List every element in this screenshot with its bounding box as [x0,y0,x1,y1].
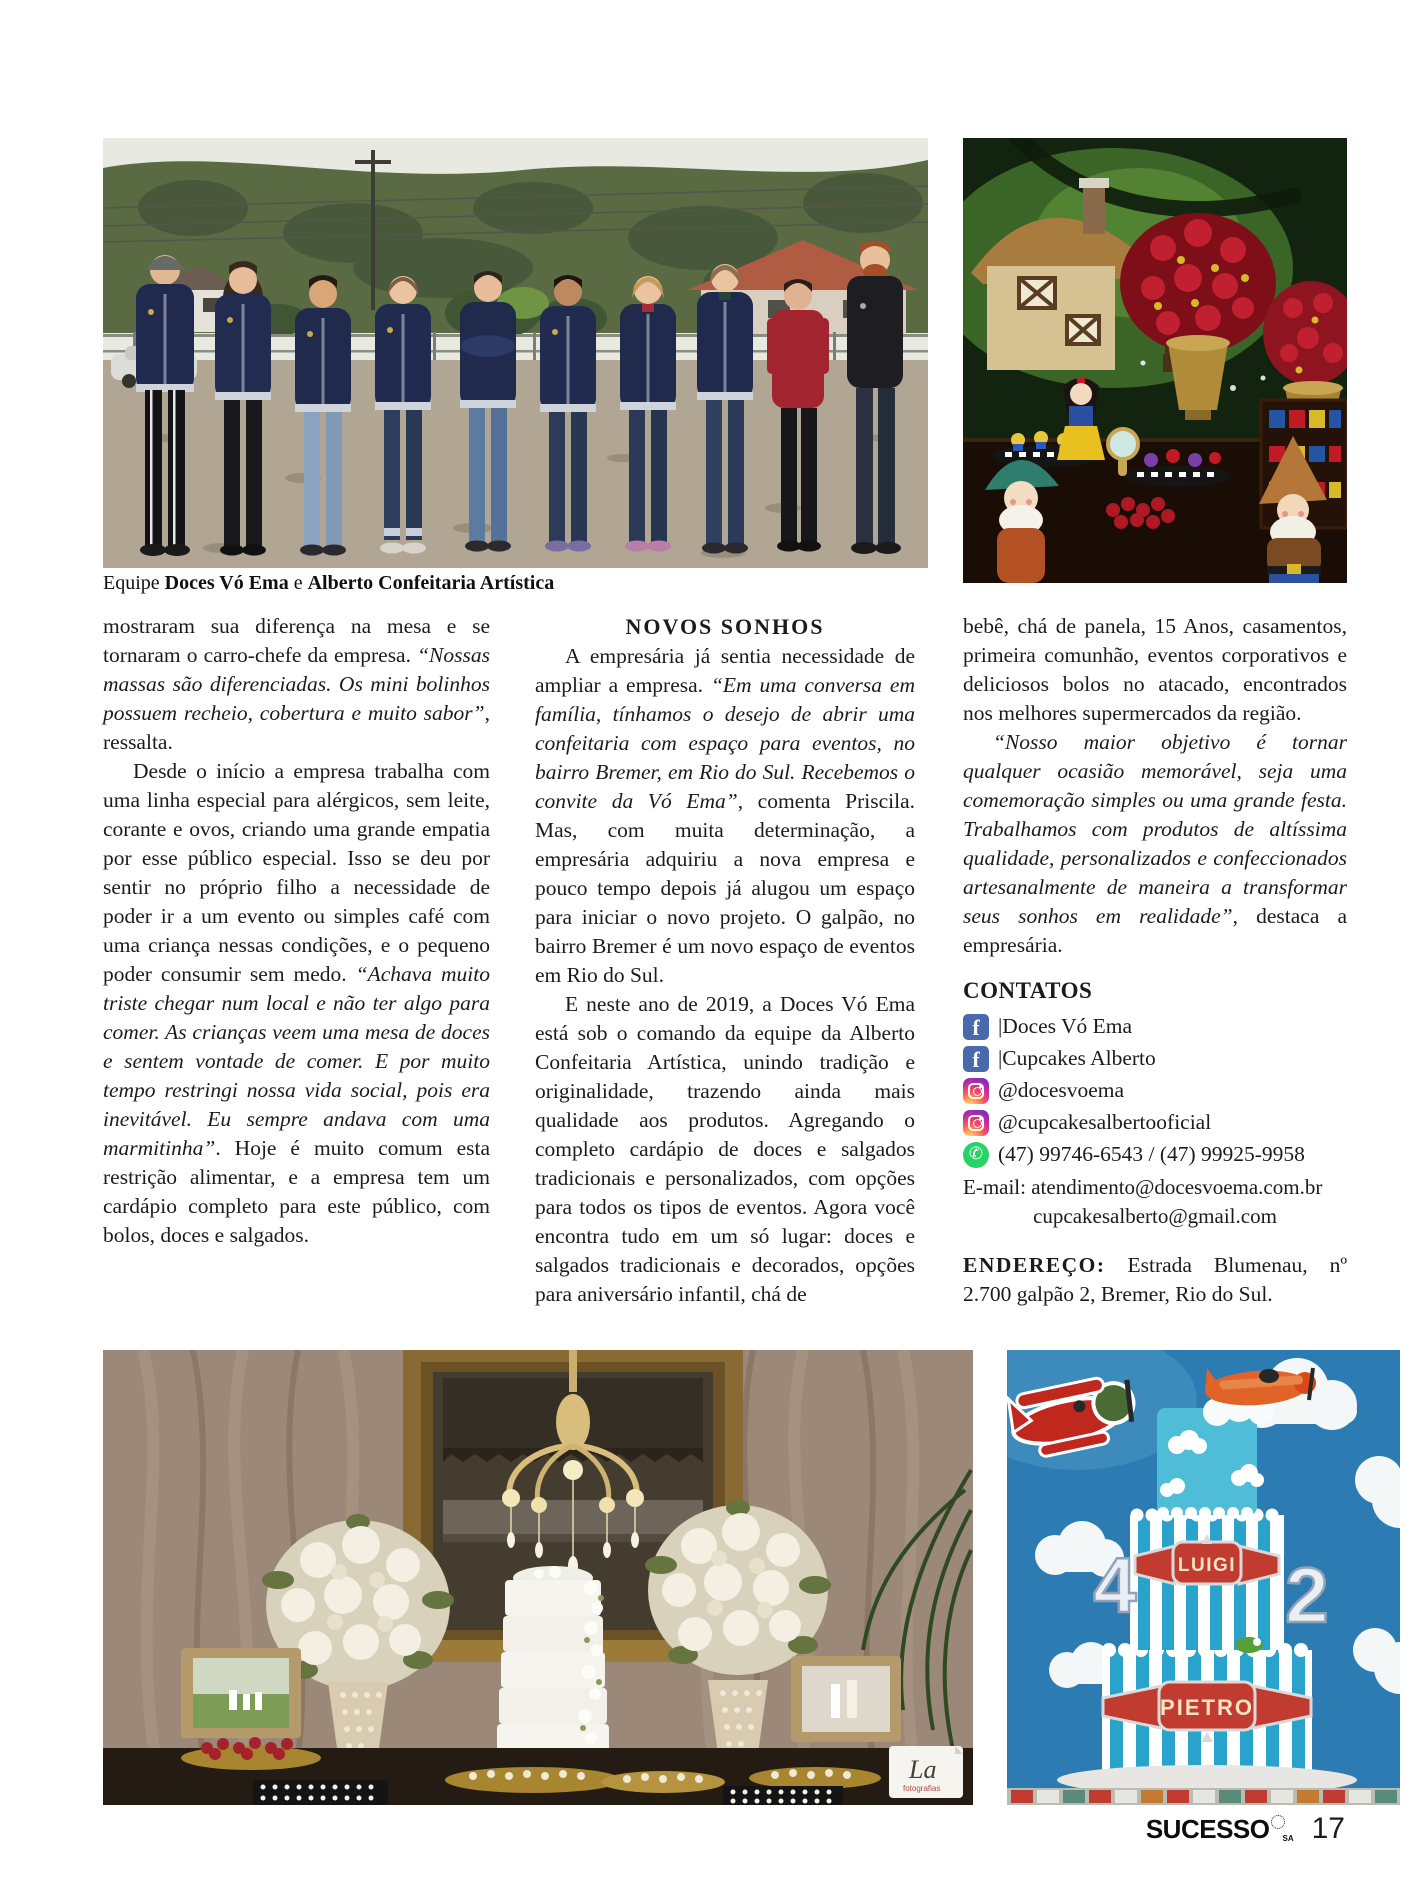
quote-text: “Nosso maior objetivo é tornar qualquer ocasião memorável, seja uma comemoração simples ou uma grande festa. Trabalhamos com produtos de altíssima qualidade, personalizados e confeccionados artesanalmente de maneira a transformar seus sonhos em realidade” [963,730,1347,928]
contacts-section [963,976,1347,1231]
body-text: . Hoje é muito comum esta restrição alimentar, e a empresa tem um cardápio completo para este público, com bolos, doces e salgados. [103,1136,490,1247]
body-text: , destaca a empresária. [963,904,1348,957]
page-footer [1146,1812,1345,1846]
body-text: Desde o início a empresa trabalha com uma linha especial para alérgicos, sem leite, corante e ovos, criando uma grande empatia por esse público especial. Isso se deu por sentir no próprio filho a necessidade de poder ir a um evento ou simples café com uma criança nessas condições, e o pequeno poder consumir sem medo. [103,759,490,986]
paragraph [963,728,1347,960]
body-text: , comenta Priscila. Mas, com muita determinação, a empresária adquiriu a nova empresa e pouco tempo depois já alugou um espaço para iniciar o novo projeto. O galpão, no bairro Bremer é um novo espaço de eventos em Rio do Sul. [535,789,915,987]
contacts-heading: CONTATOS [963,978,1093,1003]
planes-birthday-cake-photo [1007,1350,1400,1805]
paragraph [535,642,915,990]
team-photo-illustration [103,138,928,568]
facebook-icon: f [963,1014,989,1040]
caption-team-1: Doces Vó Ema [164,572,289,594]
contact-row [963,1044,1347,1073]
number-candle-2: 2 [1285,1551,1329,1639]
photo-caption [103,572,928,595]
quote-text: “Achava muito triste chegar num local e não ter algo para comer. As crianças veem uma mesa de doces e sentem vontade de comer. E por muito tempo restringi nossa vida social, pois era inevitável. Eu sempre andava com uma marmitinha” [103,962,490,1160]
address-label: ENDEREÇO: [963,1253,1106,1277]
quote-text: “Em uma conversa em família, tínhamos o desejo de abrir uma confeitaria com espaço para eventos, no bairro Bremer, em Rio do Sul. Recebemos o convite da Vó Ema” [535,673,916,813]
mosaic-table-strip [1007,1788,1400,1805]
article-column-1 [103,612,490,1250]
contact-handle: @cupcakesalbertooficial [998,1110,1212,1134]
quote-text: “Nossas massas são diferenciadas. Os mini bolinhos possuem recheio, cobertura e muito sabor” [103,643,490,725]
contacts-list [963,1012,1347,1169]
contact-row [963,1076,1347,1105]
instagram-icon [963,1078,989,1104]
body-text: bebê, chá de panela, 15 Anos, casamentos, primeira comunhão, eventos corporativos e deliciosos bolos no atacado, encontrados nos melhores supermercados da região. [963,614,1347,725]
paragraph [535,990,915,1309]
body-text: , ressalta. [103,701,490,754]
instagram-lens [968,1083,984,1099]
team-photo [103,138,928,568]
planes-cake-illustration [1007,1350,1400,1805]
snow-white-illustration [963,138,1347,583]
contact-row [963,1108,1347,1137]
column-3-body [963,612,1347,960]
instagram-lens [968,1115,984,1131]
watermark-fotografias: fotografias [903,1784,941,1793]
body-text: E neste ano de 2019, a Doces Vó Ema está sob o comando da equipe da Alberto Confeitaria Artística, unindo tradição e originalidade, trazendo ainda mais qualidade aos produtos. Agregando o completo cardápio de doces e salgados tradicionais e personalizados, com opções para todos os tipos de eventos. Agora você encontra tudo em um só lugar: doces e salgados tradicionais e decorados, opções para aniversário infantil, chá de [535,992,915,1306]
page-number: 17 [1311,1812,1345,1845]
cake-top-tier [1157,1408,1264,1519]
whatsapp-icon: ✆ [963,1142,989,1168]
cake-name-pietro: PIETRO [1160,1695,1254,1720]
photographer-watermark [889,1746,963,1798]
address-text: Estrada Blumenau, nº 2.700 galpão 2, Bremer, Rio do Sul. [963,1253,1347,1306]
snow-white-party-photo [963,138,1347,583]
email-address-1: atendimento@docesvoema.com.br [1031,1175,1323,1199]
cake-name-luigi: LUIGI [1177,1555,1237,1576]
facebook-icon: f [963,1046,989,1072]
address-block [963,1251,1347,1309]
body-text: A empresária já sentia necessidade de ampliar a empresa. [535,644,915,697]
caption-team-2: Alberto Confeitaria Artística [307,572,555,594]
body-text: mostraram sua diferença na mesa e se tornaram o carro-chefe da empresa. [103,614,490,667]
column-2-body [535,642,915,1309]
wedding-table-photo [103,1350,973,1805]
email-address-2: cupcakesalberto@gmail.com [1033,1204,1277,1228]
globe-icon [1271,1815,1285,1829]
contact-row [963,1012,1347,1041]
paragraph [103,757,490,1250]
photo-frame-left [181,1648,301,1738]
contact-handle: |Cupcakes Alberto [998,1046,1156,1070]
caption-prefix: Equipe [103,572,160,594]
caption-connector: e [293,572,303,594]
number-candle-4: 4 [1093,1541,1137,1629]
email-label: E-mail: [963,1175,1026,1199]
contact-row [963,1140,1347,1169]
wedding-table-illustration [103,1350,973,1805]
watermark-la: La [909,1755,937,1784]
instagram-icon [963,1110,989,1136]
article-column-3 [963,612,1347,1309]
email-line [963,1173,1347,1202]
contact-handle: @docesvoema [998,1078,1125,1102]
magazine-logo-sub: SA [1282,1834,1294,1843]
contact-handle: |Doces Vó Ema [998,1014,1133,1038]
photo-frame-right [791,1656,901,1742]
magazine-logo: SUCESSO [1145,1814,1270,1844]
paragraph [963,612,1347,728]
article-column-2 [535,612,915,1309]
contact-handle: (47) 99746-6543 / (47) 99925-9958 [998,1142,1305,1166]
section-heading: NOVOS SONHOS [625,614,825,639]
paragraph [103,612,490,757]
